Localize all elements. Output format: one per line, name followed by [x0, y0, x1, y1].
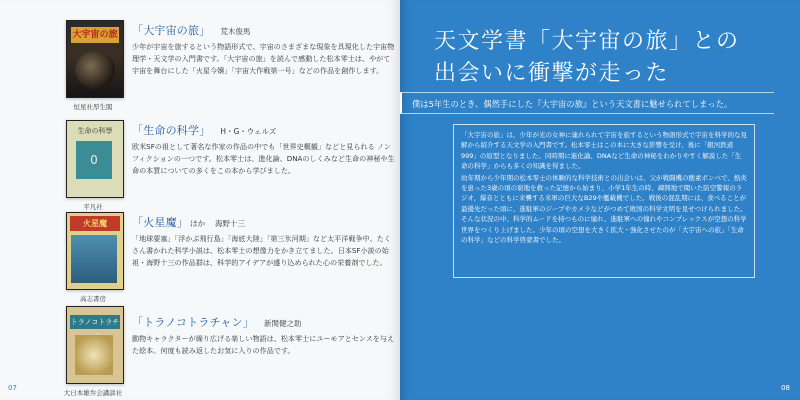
info-paragraph: 幼年期から少年期の松本零士の体験的な科学技術との出会いは、父が戦闘機の酸素ボンベで、熱炎を患った3歳の頃の窮地を救った記憶から始まり、小学1年生の時、疎開地で聞いた防空警報のラジオ、爆音とともに来襲する米軍の巨大なB29や艦載機でした。戦後の混乱期には、食べることが最優先だった頃に、進駐軍のジープやカメラなどがつめて敗国の科学文明を見せつけられました。そんな状況の中、科学的ムードを持つものに憧れ、進駐軍への憧れやコンプレックスが空想の科学世界をつくり上げました。少年の頃の空想を大きく拡大・強化させたのが「大宇宙への旅」「生命の科学」などの科学啓蒙書でした。 — [461, 173, 747, 245]
publisher-caption: 恒星社厚生閣 — [73, 103, 113, 111]
book-text — [132, 122, 397, 177]
right-page — [400, 0, 800, 400]
publisher-caption: 大日本雄弁会講談社 — [63, 389, 123, 397]
publisher-caption: 高志書房 — [80, 295, 106, 303]
cover-title: 生命の科學 — [77, 127, 113, 135]
book-cover-daiuchu — [66, 20, 124, 98]
cover-mark: 0 — [76, 141, 112, 179]
book-entry-kaseima — [62, 212, 392, 304]
book-description: 動物キャラクターが繰り広げる楽しい物語は、松本零士にユーモアとセンスを与えた絵本。何度も読み返したお気に入りの作品です。 — [132, 334, 395, 355]
publisher-caption: 平凡社 — [83, 203, 103, 211]
book-text — [132, 22, 397, 77]
book-cover-toranoko — [66, 306, 124, 384]
book-author-prefix: ほか — [190, 219, 205, 228]
cover-art — [75, 335, 113, 375]
book-description: 少年が宇宙を旅するという物語形式で、宇宙のさまざまな現象を具現化した宇宙物理学・天文学の入門書です。「大宇宙の旅」を読んで感動した松本零士は、やがて宇宙を舞台にした「火星今嬢」「宇宙大作戦第一号」などの作品を創作します。 — [132, 42, 395, 75]
book-entry-daiuchu — [62, 20, 395, 112]
book-title: 「火星魔」 — [132, 216, 188, 229]
cover-title: 火星魔 — [70, 216, 120, 231]
book-author: 新関健之助 — [264, 319, 302, 328]
book-entry-seimei — [62, 120, 395, 212]
info-paragraph: 「大宇宙の旅」は、少年が光の女神に連れられて宇宙を旅するという物語形式で宇宙を科学的な見解から紹介する天文学の入門書です。松本零士はこの本に大きな影響を受け、後に「銀河鉄道999」の原型となりました。同時期に進化論、DNAなど生命の神秘をわかりやすく解説した「生命の科学」からも多くの知識を得ました。 — [461, 131, 747, 171]
page-number: 08 — [781, 384, 790, 392]
book-entry-toranoko — [62, 306, 395, 398]
book-author: 荒木俊馬 — [220, 27, 251, 36]
book-author: H・G・ウェルズ — [220, 127, 277, 136]
book-text — [132, 214, 397, 269]
page-number: 07 — [8, 384, 17, 392]
cover-art — [71, 235, 117, 283]
page-headline — [434, 26, 740, 90]
headline-line-1: 天文学書「大宇宙の旅」との — [434, 29, 740, 54]
headline-line-2: 出会いに衝撃が走った — [434, 61, 670, 86]
info-box — [453, 124, 755, 278]
book-title: 「生命の科学」 — [132, 124, 211, 137]
book-description: 「地球要塞」「浮かぶ飛行島」「海底大陸」「第三氷河期」など太平洋戦争中、たくさん書かれた科学小説は、松本零士の想像力をかき立てました。日本SF小説の始祖・海野十三の作品群は、科学的アイデアが盛り込められた心の栄養剤でした。 — [132, 234, 391, 267]
book-text — [132, 314, 397, 357]
quote-box — [400, 92, 774, 114]
pull-quote: 僕は5年生のとき、偶然手にした『大宇宙の旅』という天文書に魅せられてしまった。 — [412, 99, 733, 109]
book-title: 「トラノコトラチャン」 — [132, 316, 254, 329]
book-description: 欧米SFの祖として著名な作家の作品の中でも「世界史概観」などと見られる ノンフィクションの一つです。松本零士は、進化論、DNAのしくみなど生命の神秘や生命の本質についての多くをこの本から学びました。 — [132, 142, 395, 175]
book-title: 「大宇宙の旅」 — [132, 24, 211, 37]
book-cover-kaseima — [66, 212, 124, 290]
cover-title: 大宇宙の旅 — [71, 27, 119, 43]
cover-art — [75, 51, 115, 89]
book-author: 海野十三 — [215, 219, 245, 228]
book-cover-seimei — [66, 120, 124, 198]
cover-title: トラノコトラチ — [70, 315, 120, 329]
